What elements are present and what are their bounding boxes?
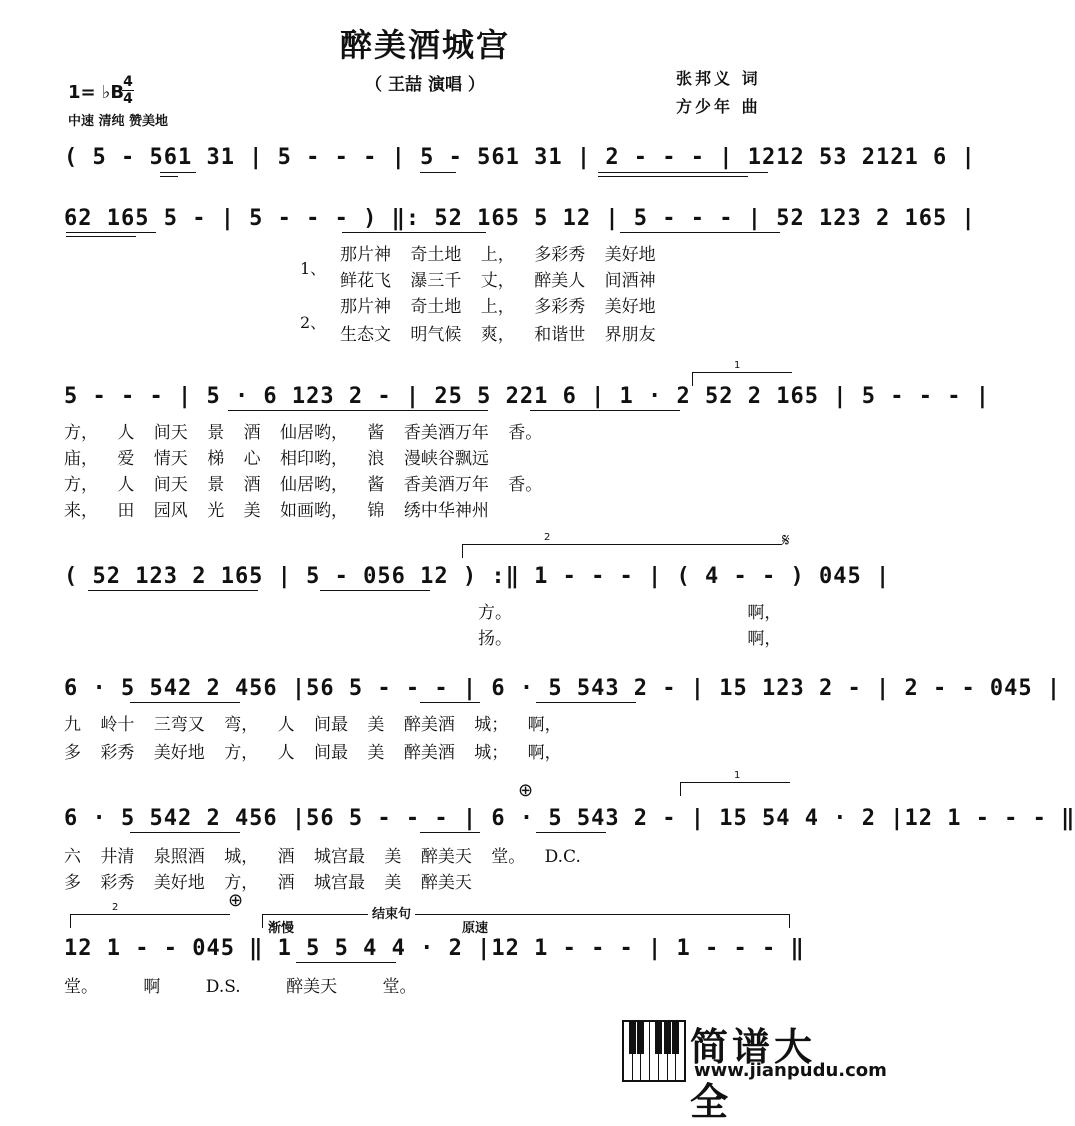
lyricist-credit: 张邦义 词 [676,69,761,88]
lyric-verse1-line-a: 那片神 奇土地 上， 多彩秀 美好地 [340,245,656,265]
volta-1-label: 1 [734,360,741,371]
verse-number-2: 2、 [300,313,327,332]
lyric-row5-line-a: 九 岭十 三弯又 弯， 人 间最 美 醉美酒 城； 啊， [64,715,562,735]
lyric-row3-line-d: 来， 田 园风 光 美 如画哟， 锦 绣中华神州 [64,501,489,521]
end-phrase-label: 结束句 [368,903,415,922]
lyric-verse1-line-b: 鲜花飞 瀑三千 丈， 醉美人 间酒神 [340,271,656,291]
singer-credit: （ 王喆 演唱 ） [365,75,485,95]
verse-number-1: 1、 [300,259,327,278]
lyric-verse2-line-a: 那片神 奇土地 上， 多彩秀 美好地 [340,297,656,317]
segno-mark: 𝄋 [782,530,790,551]
lyric-row6-line-b: 多 彩秀 美好地 方， 酒 城宫最 美 醉美天 [64,873,472,893]
piano-keys-icon [622,1020,686,1082]
volta-2-label-b: 2 [112,902,119,913]
volta-1-label-b: 1 [734,770,741,781]
lyric-row5-line-b: 多 彩秀 美好地 方， 人 间最 美 醉美酒 城； 啊， [64,743,562,763]
logo-text: 简谱大全 [690,1025,817,1124]
score-row-1: ( 5 - 561 31 | 5 - - - | 5 - 561 31 | 2 - - - | 1212 53 2121 6 | [64,145,976,170]
lyric-row4-line-b: 扬。 啊， [478,629,782,649]
meter-top: 4 [123,74,133,90]
logo-url: www.jianpudu.com [694,1060,887,1081]
score-row-7: 12 1 - - 045 ‖ 1 5 5 4 4 · 2 |12 1 - - - | 1 - - - ‖ [64,936,805,961]
score-row-3: 5 - - - | 5 · 6 123 2 - | 25 5 221 6 | 1 · 2 52 2 165 | 5 - - - | [64,384,990,409]
a-tempo-label: 原速 [462,921,489,936]
lyric-row4-line-a: 方。 啊， [478,603,782,623]
lyric-row3-line-a: 方， 人 间天 景 酒 仙居哟， 酱 香美酒万年 香。 [64,423,543,443]
lyric-verse2-line-b: 生态文 明气候 爽， 和谐世 界朋友 [340,325,656,345]
volta-2-label: 2 [544,532,551,543]
slowing-label: 渐慢 [268,921,295,936]
score-row-2: 62 165 5 - | 5 - - - ) ‖: 52 165 5 12 | 5 - - - | 52 123 2 165 | [64,206,976,231]
lyric-row3-line-b: 庙， 爱 情天 梯 心 相印哟， 浪 漫峡谷飘远 [64,449,489,469]
score-row-4: ( 52 123 2 165 | 5 - 056 12 ) :‖ 1 - - - | ( 4 - - ) 045 | [64,564,891,589]
tempo-marking: 中速 清纯 赞美地 [68,114,169,129]
lyric-row6-line-a: 六 井清 泉照酒 城， 酒 城宫最 美 醉美天 堂。 D.C. [64,847,581,867]
key-signature: 1= ♭B [68,82,125,103]
meter-bottom: 4 [123,91,133,107]
score-row-6: 6 · 5 542 2 456 |56 5 - - - | 6 · 5 543 2 - | 15 54 4 · 2 |12 1 - - - ‖ [64,806,1075,831]
time-signature [122,74,134,107]
composer-credit: 方少年 曲 [676,97,761,116]
site-logo [622,1016,887,1124]
coda-mark-2: ⊕ [228,890,244,911]
song-title: 醉美酒城宫 [339,26,510,64]
coda-mark-1: ⊕ [518,780,534,801]
lyric-row3-line-c: 方， 人 间天 景 酒 仙居哟， 酱 香美酒万年 香。 [64,475,543,495]
score-row-5: 6 · 5 542 2 456 |56 5 - - - | 6 · 5 543 2 - | 15 123 2 - | 2 - - 045 | [64,676,1062,701]
lyric-row7-line-a: 堂。 啊 D.S. 醉美天 堂。 [64,977,417,997]
